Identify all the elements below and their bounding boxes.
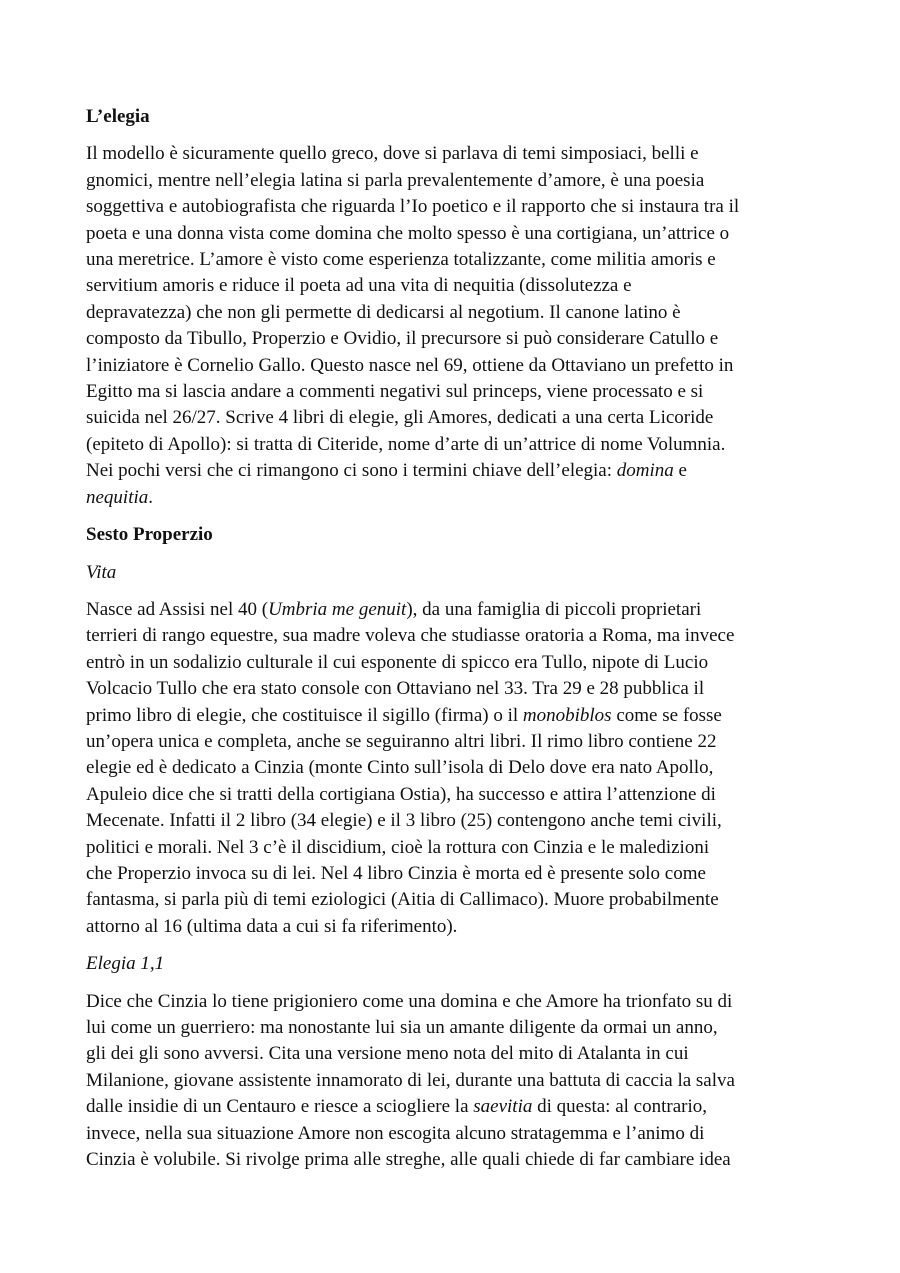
text-run: Nei pochi versi che ci rimangono ci sono i termini chiave dell’elegia: [86, 460, 617, 482]
subheading-vita: Vita [86, 561, 117, 583]
section-title-properzio: Sesto Properzio [86, 524, 213, 546]
text-line: suicida nel 26/27. Scrive 4 libri di elegie, gli Amores, dedicati a una certa Licoride [86, 407, 714, 429]
italic-term-monobiblos: monobiblos [522, 704, 612, 726]
section-title-elegia: L’elegia [86, 106, 150, 127]
text-line: soggettiva e autobiografista che riguarda l’Io poetico e il rapporto che si instaura tra il [86, 196, 740, 218]
subheading-elegia-1-1: Elegia 1,1 [86, 953, 165, 975]
text-line [86, 1094, 820, 1120]
text-line: poeta e una donna vista come domina che molto spesso è una cortigiana, un’attrice o [86, 222, 730, 244]
text-line [86, 485, 820, 511]
text-line: gli dei gli sono avversi. Cita una versione meno nota del mito di Atalanta in cui [86, 1043, 689, 1065]
text-run: . [148, 486, 154, 508]
text-line: terrieri di rango equestre, sua madre voleva che studiasse oratoria a Roma, ma invece [86, 625, 735, 647]
text-line: l’iniziatore è Cornelio Gallo. Questo nasce nel 69, ottiene da Ottaviano un prefetto in [86, 354, 734, 376]
text-line [86, 703, 820, 729]
text-line: un’opera unica e completa, anche se seguiranno altri libri. Il rimo libro contiene 22 [86, 730, 717, 752]
text-line: gnomici, mentre nell’elegia latina si parla prevalentemente d’amore, è una poesia [86, 169, 705, 191]
text-line: elegie ed è dedicato a Cinzia (monte Cinto sull’isola di Delo dove era nato Apollo, [86, 757, 714, 779]
text-line: Egitto ma si lascia andare a commenti negativi sul princeps, viene processato e si [86, 381, 704, 403]
text-line: servitium amoris e riduce il poeta ad una vita di nequitia (dissolutezza e [86, 275, 632, 297]
text-run: di questa: al contrario, [532, 1096, 707, 1118]
text-line: attorno al 16 (ultima data a cui si fa riferimento). [86, 915, 458, 937]
paragraph-elegia [86, 141, 820, 511]
text-run: dalle insidie di un Centauro e riesce a sciogliere la [86, 1096, 474, 1118]
text-line: lui come un guerriero: ma nonostante lui sia un amante diligente da ormai un anno, [86, 1017, 718, 1038]
text-line: invece, nella sua situazione Amore non escogita alcuno stratagemma e l’animo di [86, 1122, 705, 1144]
text-line: fantasma, si parla più di temi eziologici (Aitia di Callimaco). Muore probabilmente [86, 889, 719, 911]
text-line: (epiteto di Apollo): si tratta di Citeride, nome d’arte di un’attrice di nome Volumnia. [86, 433, 726, 455]
text-line: entrò in un sodalizio culturale il cui esponente di spicco era Tullo, nipote di Lucio [86, 651, 709, 673]
paragraph-elegia-1-1 [86, 989, 820, 1174]
text-line [86, 458, 820, 484]
italic-term-nequitia: nequitia [86, 486, 149, 508]
text-line [86, 597, 820, 623]
text-line: politici e morali. Nel 3 c’è il discidium, cioè la rottura con Cinzia e le maledizioni [86, 836, 710, 858]
text-line: Mecenate. Infatti il 2 libro (34 elegie) e il 3 libro (25) contengono anche temi civili, [86, 810, 722, 832]
text-line: Volcacio Tullo che era stato console con Ottaviano nel 33. Tra 29 e 28 pubblica il [86, 678, 705, 700]
text-run: Nasce ad Assisi nel 40 ( [86, 598, 269, 620]
italic-term-saevitia: saevitia [473, 1096, 533, 1118]
text-line: Apuleio dice che si tratti della cortigiana Ostia), ha successo e attira l’attenzione di [86, 783, 716, 805]
text-line: Cinzia è volubile. Si rivolge prima alle streghe, alle quali chiede di far cambiare idea [86, 1149, 731, 1171]
text-run: come se fosse [611, 704, 722, 726]
text-line: Dice che Cinzia lo tiene prigioniero come una domina e che Amore ha trionfato su di [86, 990, 733, 1012]
text-line: che Properzio invoca su di lei. Nel 4 libro Cinzia è morta ed è presente solo come [86, 862, 706, 884]
text-line: una meretrice. L’amore è visto come esperienza totalizzante, come militia amoris e [86, 249, 716, 271]
text-line: Il modello è sicuramente quello greco, dove si parlava di temi simposiaci, belli e [86, 143, 699, 165]
italic-quote: Umbria me genuit [268, 598, 407, 620]
paragraph-vita [86, 597, 820, 940]
italic-term-domina: domina [616, 460, 674, 482]
text-run: primo libro di elegie, che costituisce il sigillo (firma) o il [86, 704, 523, 726]
text-run: ), da una famiglia di piccoli proprietari [406, 598, 702, 620]
text-line: composto da Tibullo, Properzio e Ovidio, il precursore si può considerare Catullo e [86, 328, 719, 350]
text-line: Milanione, giovane assistente innamorato di lei, durante una battuta di caccia la salva [86, 1069, 735, 1091]
text-line: depravatezza) che non gli permette di dedicarsi al negotium. Il canone latino è [86, 301, 681, 323]
text-run: e [673, 460, 687, 482]
